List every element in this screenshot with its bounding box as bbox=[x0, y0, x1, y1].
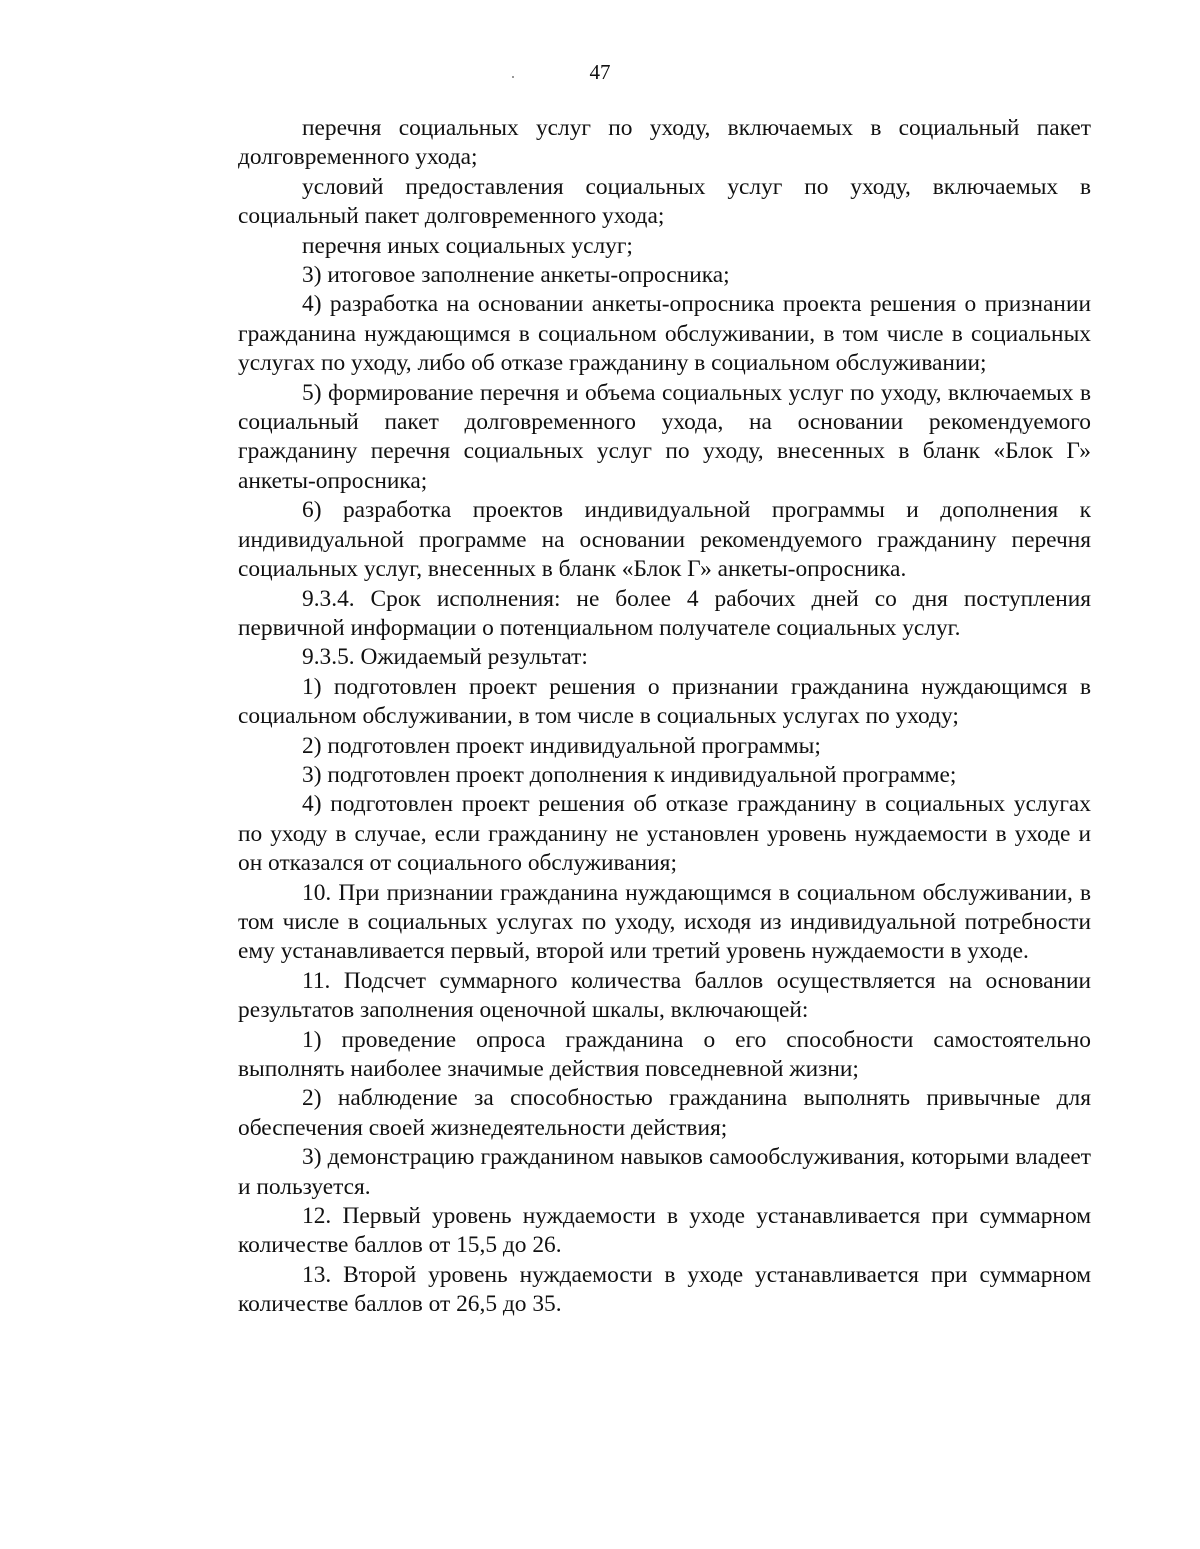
paragraph: перечня иных социальных услуг; bbox=[302, 232, 633, 259]
document-body bbox=[238, 114, 1091, 1320]
paragraph: 13. Второй уровень нуждаемости в уходе устанавливается при суммарном количестве баллов от 26,5 до 35. bbox=[238, 1261, 1091, 1318]
paragraph: условий предоставления социальных услуг по уходу, включаемых в социальный пакет долговременного ухода; bbox=[238, 173, 1091, 230]
paragraph: 3) демонстрацию гражданином навыков самообслуживания, которыми владеет и пользуется. bbox=[238, 1144, 1091, 1200]
paragraph: 3) подготовлен проект дополнения к индивидуальной программе; bbox=[302, 761, 957, 788]
paragraph: 3) итоговое заполнение анкеты-опросника; bbox=[302, 262, 730, 289]
paragraph: 6) разработка проектов индивидуальной программы и дополнения к индивидуальной программе на основании рекомендуемого гражданину перечня социальных услуг, внесенных в бланк «Блок Г» анкеты-опросника. bbox=[238, 497, 1091, 583]
paragraph: 4) подготовлен проект решения об отказе гражданину в социальных услугах по уходу в случае, если гражданину не установлен уровень нуждаемости в уходе и он отказался от социального обслуживания; bbox=[238, 791, 1091, 877]
paragraph: 2) подготовлен проект индивидуальной программы; bbox=[302, 732, 821, 759]
page-number: 47 bbox=[589, 60, 611, 84]
paragraph: 1) подготовлен проект решения о признании гражданина нуждающимся в социальном обслуживании, в том числе в социальных услугах по уходу; bbox=[238, 673, 1091, 730]
paragraph: 2) наблюдение за способностью гражданина выполнять привычные для обеспечения своей жизнедеятельности действия; bbox=[238, 1085, 1091, 1141]
scan-speck bbox=[512, 76, 514, 78]
paragraph: перечня социальных услуг по уходу, включаемых в социальный пакет долговременного ухода; bbox=[238, 115, 1091, 171]
paragraph: 1) проведение опроса гражданина о его способности самостоятельно выполнять наиболее значимые действия повседневной жизни; bbox=[238, 1026, 1091, 1082]
paragraph: 11. Подсчет суммарного количества баллов осуществляется на основании результатов заполнения оценочной шкалы, включающей: bbox=[238, 967, 1091, 1024]
paragraph: 5) формирование перечня и объема социальных услуг по уходу, включаемых в социальный пакет долговременного ухода, на основании рекомендуемого гражданину перечня социальных услуг по уходу, внесенных в бланк «Блок Г» анкеты-опросника; bbox=[238, 379, 1091, 494]
paragraph: 10. При признании гражданина нуждающимся в социальном обслуживании, в том числе в социальных услугах по уходу, исходя из индивидуальной потребности ему устанавливается первый, второй или третий уровень нуждаемости в уходе. bbox=[238, 879, 1091, 965]
paragraph: 4) разработка на основании анкеты-опросника проекта решения о признании гражданина нуждающимся в социальном обслуживании, в том числе в социальных услугах по уходу, либо об отказе гражданину в социальном обслуживании; bbox=[238, 291, 1091, 377]
paragraph: 12. Первый уровень нуждаемости в уходе устанавливается при суммарном количестве баллов от 15,5 до 26. bbox=[238, 1203, 1091, 1259]
paragraph: 9.3.5. Ожидаемый результат: bbox=[302, 644, 588, 671]
paragraph: 9.3.4. Срок исполнения: не более 4 рабочих дней со дня поступления первичной информации о потенциальном получателе социальных услуг. bbox=[238, 585, 1091, 641]
